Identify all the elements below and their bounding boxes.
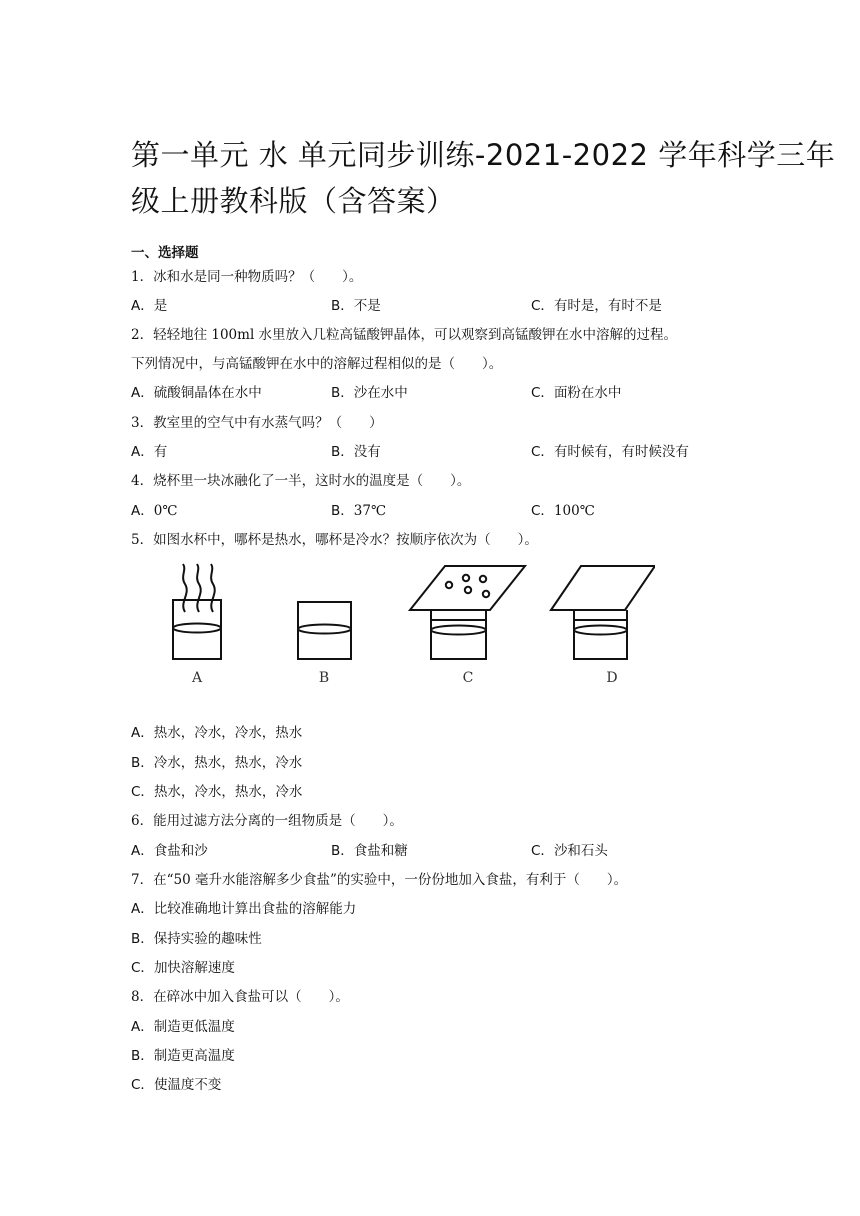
q6-option-c[interactable]: C．沙和石头	[531, 843, 608, 859]
q3-option-c[interactable]: C．有时候有，有时候没有	[531, 444, 689, 460]
question-7-stem: 7．在“50 毫升水能溶解多少食盐”的实验中，一份份地加入食盐，有利于（ ）。	[131, 872, 628, 888]
q4-option-b[interactable]: B．37℃	[331, 503, 387, 519]
q2-option-c[interactable]: C．面粉在水中	[531, 385, 622, 401]
figure-label-a: A	[191, 670, 203, 686]
cups-illustration	[155, 562, 655, 690]
title-line-2: 级上册教科版（含答案）	[131, 184, 456, 218]
q6-option-b[interactable]: B．食盐和糖	[331, 843, 408, 859]
question-1-stem: 1．冰和水是同一种物质吗？（ ）。	[131, 269, 363, 285]
q3-option-a[interactable]: A．有	[131, 444, 168, 460]
cup-a-hot-water	[173, 564, 221, 659]
question-2-stem-line-1: 2．轻轻地往 100ml 水里放入几粒高锰酸钾晶体，可以观察到高锰酸钾在水中溶解的过程。	[131, 327, 678, 343]
q5-option-b[interactable]: B．冷水，热水，热水，冷水	[131, 755, 303, 771]
steam-icon	[197, 564, 201, 612]
q8-option-c[interactable]: C．使温度不变	[131, 1077, 222, 1093]
figure-label-d: D	[606, 670, 618, 686]
page-title	[131, 132, 836, 224]
question-5-stem: 5．如图水杯中，哪杯是热水，哪杯是冷水？按顺序依次为（ ）。	[131, 532, 538, 548]
q2-option-a[interactable]: A．硫酸铜晶体在水中	[131, 385, 262, 401]
q7-option-a[interactable]: A．比较准确地计算出食盐的溶解能力	[131, 901, 357, 917]
figure-label-b: B	[318, 670, 330, 686]
q4-option-c[interactable]: C．100℃	[531, 503, 595, 519]
cups-figure	[155, 562, 655, 690]
question-2-stem-line-2: 下列情况中，与高锰酸钾在水中的溶解过程相似的是（ ）。	[131, 356, 503, 372]
cup-b-cold-water	[298, 602, 351, 659]
q8-option-b[interactable]: B．制造更高温度	[131, 1048, 235, 1064]
question-4-stem: 4．烧杯里一块冰融化了一半，这时水的温度是（ ）。	[131, 473, 471, 489]
glass-plate	[410, 566, 525, 610]
q5-option-c[interactable]: C．热水，冷水，热水，冷水	[131, 784, 303, 800]
question-6-stem: 6．能用过滤方法分离的一组物质是（ ）。	[131, 813, 403, 829]
section-heading: 一、选择题	[131, 245, 199, 261]
q5-option-a[interactable]: A．热水，冷水，冷水，热水	[131, 725, 303, 741]
q2-option-b[interactable]: B．沙在水中	[331, 385, 408, 401]
q6-option-a[interactable]: A．食盐和沙	[131, 843, 208, 859]
figure-label-c: C	[462, 670, 474, 686]
q3-option-b[interactable]: B．没有	[331, 444, 381, 460]
question-3-stem: 3．教室里的空气中有水蒸气吗？（ ）	[131, 415, 383, 431]
q8-option-a[interactable]: A．制造更低温度	[131, 1019, 235, 1035]
glass-plate	[551, 566, 655, 610]
q1-option-b[interactable]: B．不是	[331, 298, 381, 314]
question-8-stem: 8．在碎冰中加入食盐可以（ ）。	[131, 989, 349, 1005]
cup-c-covered-hot	[410, 566, 525, 659]
q7-option-c[interactable]: C．加快溶解速度	[131, 960, 235, 976]
q1-option-c[interactable]: C．有时是，有时不是	[531, 298, 662, 314]
steam-icon	[183, 564, 187, 612]
cup-d-covered-cold	[551, 566, 655, 659]
q1-option-a[interactable]: A．是	[131, 298, 168, 314]
q7-option-b[interactable]: B．保持实验的趣味性	[131, 931, 262, 947]
steam-icon	[211, 564, 215, 612]
title-line-1: 第一单元 水 单元同步训练-2021-2022 学年科学三年	[131, 138, 836, 172]
q4-option-a[interactable]: A．0℃	[131, 503, 178, 519]
